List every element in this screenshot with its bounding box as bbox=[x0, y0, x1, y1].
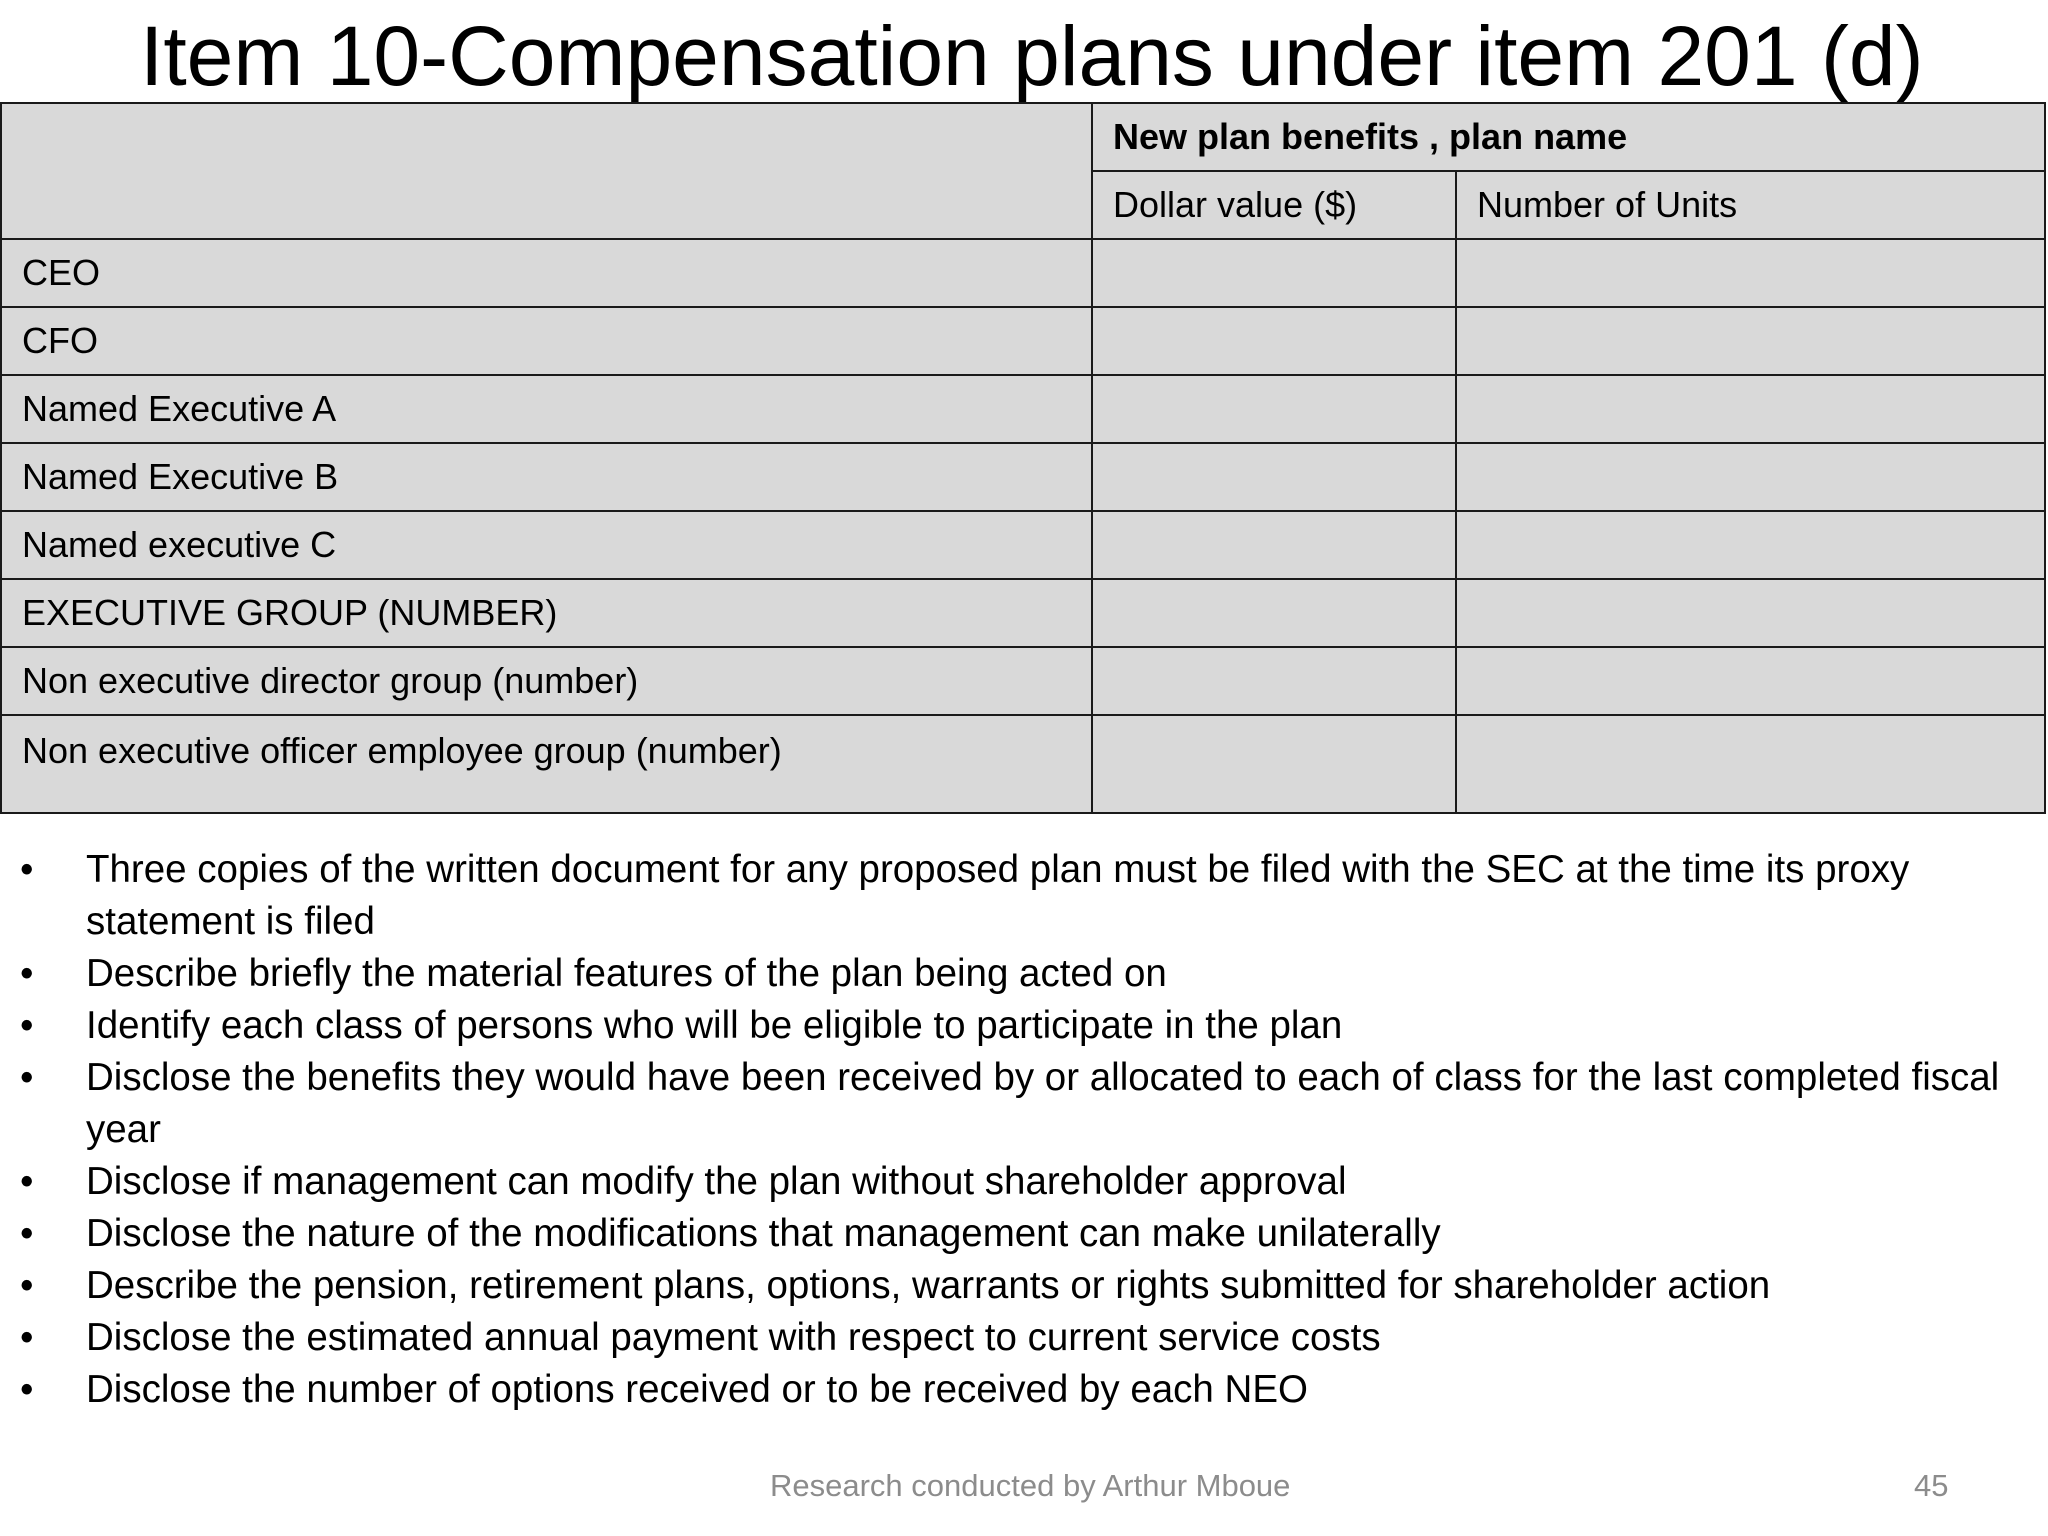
row-label: Named Executive A bbox=[1, 375, 1092, 443]
units-cell bbox=[1456, 375, 2045, 443]
dollar-value-cell bbox=[1092, 511, 1456, 579]
row-label: CFO bbox=[1, 307, 1092, 375]
list-item bbox=[0, 1000, 2040, 1052]
list-item bbox=[0, 1364, 2040, 1416]
bullet-icon: • bbox=[20, 1316, 34, 1359]
list-item bbox=[0, 1156, 2040, 1208]
list-item bbox=[0, 844, 2040, 948]
units-cell bbox=[1456, 647, 2045, 715]
row-label: EXECUTIVE GROUP (NUMBER) bbox=[1, 579, 1092, 647]
bullet-icon: • bbox=[20, 952, 34, 995]
dollar-value-cell bbox=[1092, 375, 1456, 443]
table-row bbox=[1, 647, 2045, 715]
table-row bbox=[1, 511, 2045, 579]
row-label: Non executive officer employee group (number) bbox=[1, 715, 1092, 813]
row-label: Named Executive B bbox=[1, 443, 1092, 511]
header-empty-cell bbox=[1, 103, 1092, 239]
bullet-icon: • bbox=[20, 1368, 34, 1411]
compensation-table bbox=[0, 102, 2046, 814]
bullet-icon: • bbox=[20, 1056, 34, 1099]
table-row bbox=[1, 715, 2045, 813]
bullet-text: Disclose if management can modify the plan without shareholder approval bbox=[86, 1160, 1347, 1203]
bullet-text: Describe briefly the material features of the plan being acted on bbox=[86, 952, 1167, 995]
dollar-value-cell bbox=[1092, 239, 1456, 307]
table-row bbox=[1, 239, 2045, 307]
bullet-icon: • bbox=[20, 1264, 34, 1307]
list-item bbox=[0, 1312, 2040, 1364]
group-header: New plan benefits , plan name bbox=[1092, 103, 2045, 171]
row-label: Named executive C bbox=[1, 511, 1092, 579]
dollar-value-cell bbox=[1092, 715, 1456, 813]
bullet-text: Disclose the number of options received or to be received by each NEO bbox=[86, 1368, 1308, 1411]
units-cell bbox=[1456, 579, 2045, 647]
bullet-text: Disclose the benefits they would have been received by or allocated to each of class for the last completed fiscal year bbox=[86, 1056, 2000, 1151]
bullet-text: Disclose the estimated annual payment with respect to current service costs bbox=[86, 1316, 1381, 1359]
slide-title: Item 10-Compensation plans under item 201 (d) bbox=[140, 9, 1924, 103]
units-cell bbox=[1456, 715, 2045, 813]
page-number: 45 bbox=[1914, 1468, 1949, 1503]
table-row bbox=[1, 375, 2045, 443]
bullet-text: Describe the pension, retirement plans, options, warrants or rights submitted for shareholder action bbox=[86, 1264, 1771, 1307]
bullet-icon: • bbox=[20, 1212, 34, 1255]
bullet-text: Three copies of the written document for any proposed plan must be filed with the SEC at the time its proxy statement is filed bbox=[86, 848, 1910, 943]
column-header-dollar-value: Dollar value ($) bbox=[1092, 171, 1456, 239]
list-item bbox=[0, 948, 2040, 1000]
bullet-text: Identify each class of persons who will be eligible to participate in the plan bbox=[86, 1004, 1343, 1047]
column-header-number-of-units: Number of Units bbox=[1456, 171, 2045, 239]
dollar-value-cell bbox=[1092, 443, 1456, 511]
list-item bbox=[0, 1052, 2040, 1156]
units-cell bbox=[1456, 443, 2045, 511]
row-label: CEO bbox=[1, 239, 1092, 307]
dollar-value-cell bbox=[1092, 307, 1456, 375]
list-item bbox=[0, 1208, 2040, 1260]
units-cell bbox=[1456, 239, 2045, 307]
row-label: Non executive director group (number) bbox=[1, 647, 1092, 715]
table-row bbox=[1, 579, 2045, 647]
footer-credit: Research conducted by Arthur Mboue bbox=[770, 1468, 1291, 1503]
table-row bbox=[1, 443, 2045, 511]
bullet-list bbox=[0, 844, 2040, 1416]
bullet-text: Disclose the nature of the modifications that management can make unilaterally bbox=[86, 1212, 1441, 1255]
dollar-value-cell bbox=[1092, 579, 1456, 647]
table-row bbox=[1, 307, 2045, 375]
units-cell bbox=[1456, 511, 2045, 579]
dollar-value-cell bbox=[1092, 647, 1456, 715]
bullet-icon: • bbox=[20, 848, 34, 891]
table-header-row bbox=[1, 103, 2045, 171]
list-item bbox=[0, 1260, 2040, 1312]
units-cell bbox=[1456, 307, 2045, 375]
bullet-icon: • bbox=[20, 1160, 34, 1203]
bullet-icon: • bbox=[20, 1004, 34, 1047]
